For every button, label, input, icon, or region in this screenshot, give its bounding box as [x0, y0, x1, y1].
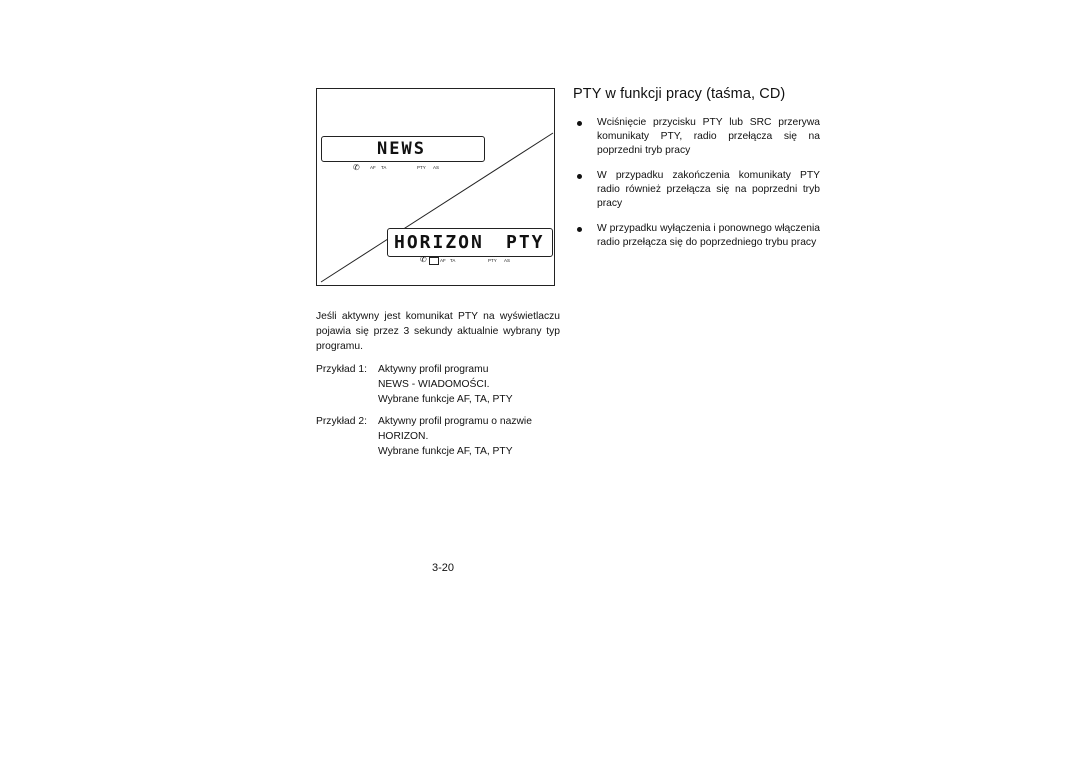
example-line: Aktywny profil programu — [378, 364, 489, 375]
indicator-ta: TA — [450, 258, 456, 263]
indicator-as: AS — [504, 258, 511, 263]
cassette-icon — [429, 257, 439, 265]
display-text-pty: PTY — [506, 232, 545, 253]
example-line: Aktywny profil programu o nazwie — [378, 416, 532, 427]
example-label: Przykład 2: — [316, 416, 367, 427]
bullet-text: W przypadku wyłączenia i ponownego włączenia radio przełącza się do poprzedniego trybu pracy — [597, 223, 820, 248]
bullet-icon — [577, 121, 582, 126]
bullet-icon — [577, 227, 582, 232]
section-title: PTY w funkcji pracy (taśma, CD) — [573, 86, 786, 102]
bullet-text: W przypadku zakończenia komunikaty PTY radio również przełącza się na poprzedni tryb pracy — [597, 170, 820, 209]
example-line: NEWS - WIADOMOŚCI. — [378, 379, 490, 390]
bullet-icon — [577, 174, 582, 179]
indicator-pty: PTY — [417, 165, 426, 170]
indicator-ta: TA — [381, 165, 387, 170]
list-item — [575, 116, 820, 158]
indicator-as: AS — [433, 165, 440, 170]
indicator-af: AF — [370, 165, 376, 170]
example-line: Wybrane funkcje AF, TA, PTY — [378, 446, 513, 457]
intro-paragraph: Jeśli aktywny jest komunikat PTY na wyświetlaczu pojawia się przez 3 sekundy aktualnie wybrany typ programu. — [316, 311, 560, 352]
phone-icon: ✆ — [420, 255, 427, 264]
indicator-pty: PTY — [488, 258, 497, 263]
example-line: HORIZON. — [378, 431, 429, 442]
bullet-text: Wciśnięcie przycisku PTY lub SRC przerywa komunikaty PTY, radio przełącza się na poprzedni tryb pracy — [597, 117, 820, 156]
radio-display-news — [321, 136, 485, 162]
list-item — [575, 222, 820, 250]
indicator-af: AF — [440, 258, 446, 263]
example-line: Wybrane funkcje AF, TA, PTY — [378, 394, 513, 405]
phone-icon: ✆ — [353, 163, 360, 172]
display-text-horizon: HORIZON — [394, 232, 484, 253]
example-1 — [316, 362, 566, 412]
display-illustration — [316, 88, 555, 286]
bullet-list — [575, 116, 820, 261]
example-2 — [316, 414, 566, 464]
page-number: 3-20 — [432, 562, 455, 574]
display-text-news: NEWS — [377, 139, 426, 159]
list-item — [575, 169, 820, 211]
radio-display-horizon — [387, 228, 553, 257]
example-label: Przykład 1: — [316, 364, 367, 375]
